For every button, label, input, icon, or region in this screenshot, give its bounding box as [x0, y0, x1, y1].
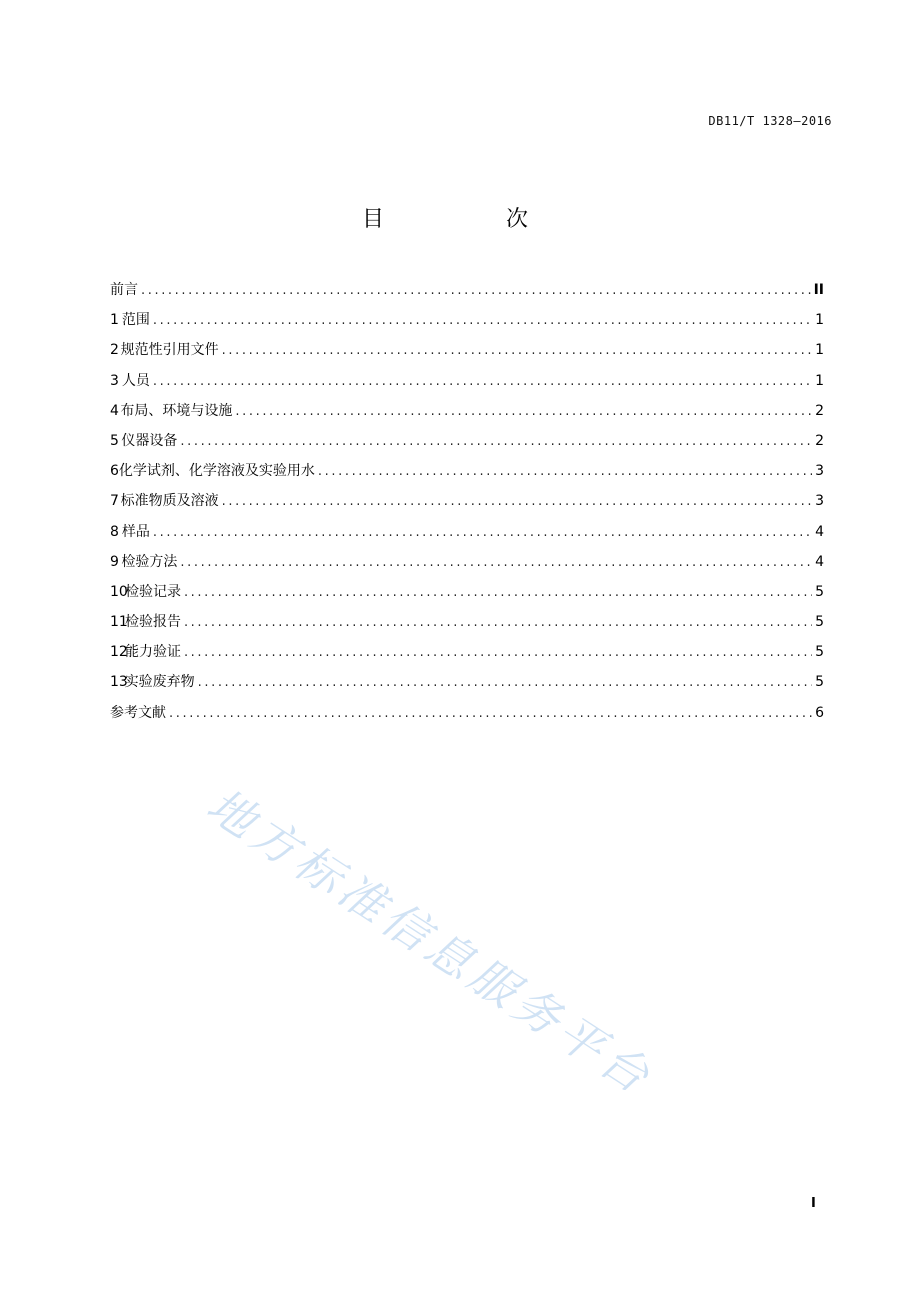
toc-entry-number: 8 — [110, 523, 119, 540]
toc-leader-dots — [222, 491, 812, 513]
table-of-contents — [110, 279, 824, 732]
toc-entry-label: 能力验证 — [124, 644, 181, 661]
toc-entry[interactable] — [110, 671, 824, 701]
toc-entry-page: 3 — [815, 463, 824, 480]
document-code: DB11/T 1328—2016 — [708, 114, 832, 128]
toc-entry[interactable] — [110, 702, 824, 732]
toc-entry-page: 1 — [815, 372, 824, 389]
toc-entry-label: 检验记录 — [124, 583, 181, 600]
toc-entry-label: 规范性引用文件 — [120, 342, 219, 359]
toc-leader-dots — [184, 582, 812, 604]
toc-entry-number: 4 — [110, 402, 119, 419]
toc-entry[interactable] — [110, 490, 824, 520]
toc-entry-label: 人员 — [121, 372, 150, 389]
toc-entry[interactable] — [110, 551, 824, 581]
toc-entry-number: 9 — [110, 553, 119, 570]
toc-entry-label: 前言 — [110, 282, 138, 298]
toc-entry-number: 7 — [110, 493, 119, 510]
toc-entry-number: 12 — [110, 644, 128, 661]
toc-leader-dots — [235, 401, 812, 423]
toc-entry-page: 5 — [815, 644, 824, 661]
toc-entry-page: II — [813, 282, 824, 298]
toc-entry-page: 1 — [815, 342, 824, 359]
toc-entry-number: 6 — [110, 463, 119, 480]
toc-entry-page: 4 — [815, 523, 824, 540]
toc-entry-number: 1 — [110, 312, 119, 329]
toc-entry-label: 仪器设备 — [121, 432, 178, 449]
toc-entry-label: 参考文献 — [110, 704, 166, 721]
toc-entry-page: 5 — [815, 614, 824, 631]
toc-entry[interactable] — [110, 309, 824, 339]
toc-entry-label: 检验报告 — [124, 614, 181, 631]
toc-entry[interactable] — [110, 611, 824, 641]
toc-entry-page: 3 — [815, 493, 824, 510]
toc-entry[interactable] — [110, 370, 824, 400]
toc-entry[interactable] — [110, 279, 824, 309]
toc-leader-dots — [180, 552, 812, 574]
toc-leader-dots — [184, 612, 812, 634]
toc-entry-label: 样品 — [121, 523, 150, 540]
toc-entry-label: 布局、环境与设施 — [120, 402, 233, 419]
toc-entry[interactable] — [110, 400, 824, 430]
toc-entry-number: 3 — [110, 372, 119, 389]
watermark: 地方标准信息服务平台 — [197, 777, 664, 1107]
toc-leader-dots — [169, 703, 812, 725]
toc-leader-dots — [318, 461, 812, 483]
toc-entry-number: 5 — [110, 432, 119, 449]
toc-entry-label: 标准物质及溶液 — [120, 493, 219, 510]
toc-entry[interactable] — [110, 460, 824, 490]
toc-entry-page: 5 — [815, 674, 824, 691]
toc-entry-label: 化学试剂、化学溶液及实验用水 — [118, 463, 315, 480]
toc-entry-label: 范围 — [121, 312, 150, 329]
toc-leader-dots — [222, 340, 812, 362]
toc-leader-dots — [184, 642, 812, 664]
page-number: I — [811, 1196, 816, 1211]
toc-entry[interactable] — [110, 521, 824, 551]
toc-entry[interactable] — [110, 581, 824, 611]
toc-entry-page: 1 — [815, 312, 824, 329]
toc-entry-page: 4 — [815, 553, 824, 570]
toc-leader-dots — [153, 371, 812, 393]
toc-leader-dots — [198, 672, 812, 694]
toc-entry-number: 11 — [110, 614, 128, 631]
toc-entry-page: 2 — [815, 402, 824, 419]
toc-entry-number: 13 — [110, 674, 128, 691]
toc-entry-label: 检验方法 — [121, 553, 178, 570]
toc-leader-dots — [141, 280, 811, 302]
toc-leader-dots — [180, 431, 812, 453]
toc-entry-label: 实验废弃物 — [124, 674, 195, 691]
toc-entry[interactable] — [110, 641, 824, 671]
toc-entry-page: 5 — [815, 583, 824, 600]
toc-entry-number: 10 — [110, 583, 128, 600]
page-title: 目 次 — [361, 207, 578, 232]
toc-entry-number: 2 — [110, 342, 119, 359]
toc-entry[interactable] — [110, 430, 824, 460]
toc-leader-dots — [153, 310, 812, 332]
toc-leader-dots — [153, 522, 812, 544]
toc-entry-page: 6 — [815, 704, 824, 721]
toc-entry[interactable] — [110, 339, 824, 369]
toc-entry-page: 2 — [815, 432, 824, 449]
